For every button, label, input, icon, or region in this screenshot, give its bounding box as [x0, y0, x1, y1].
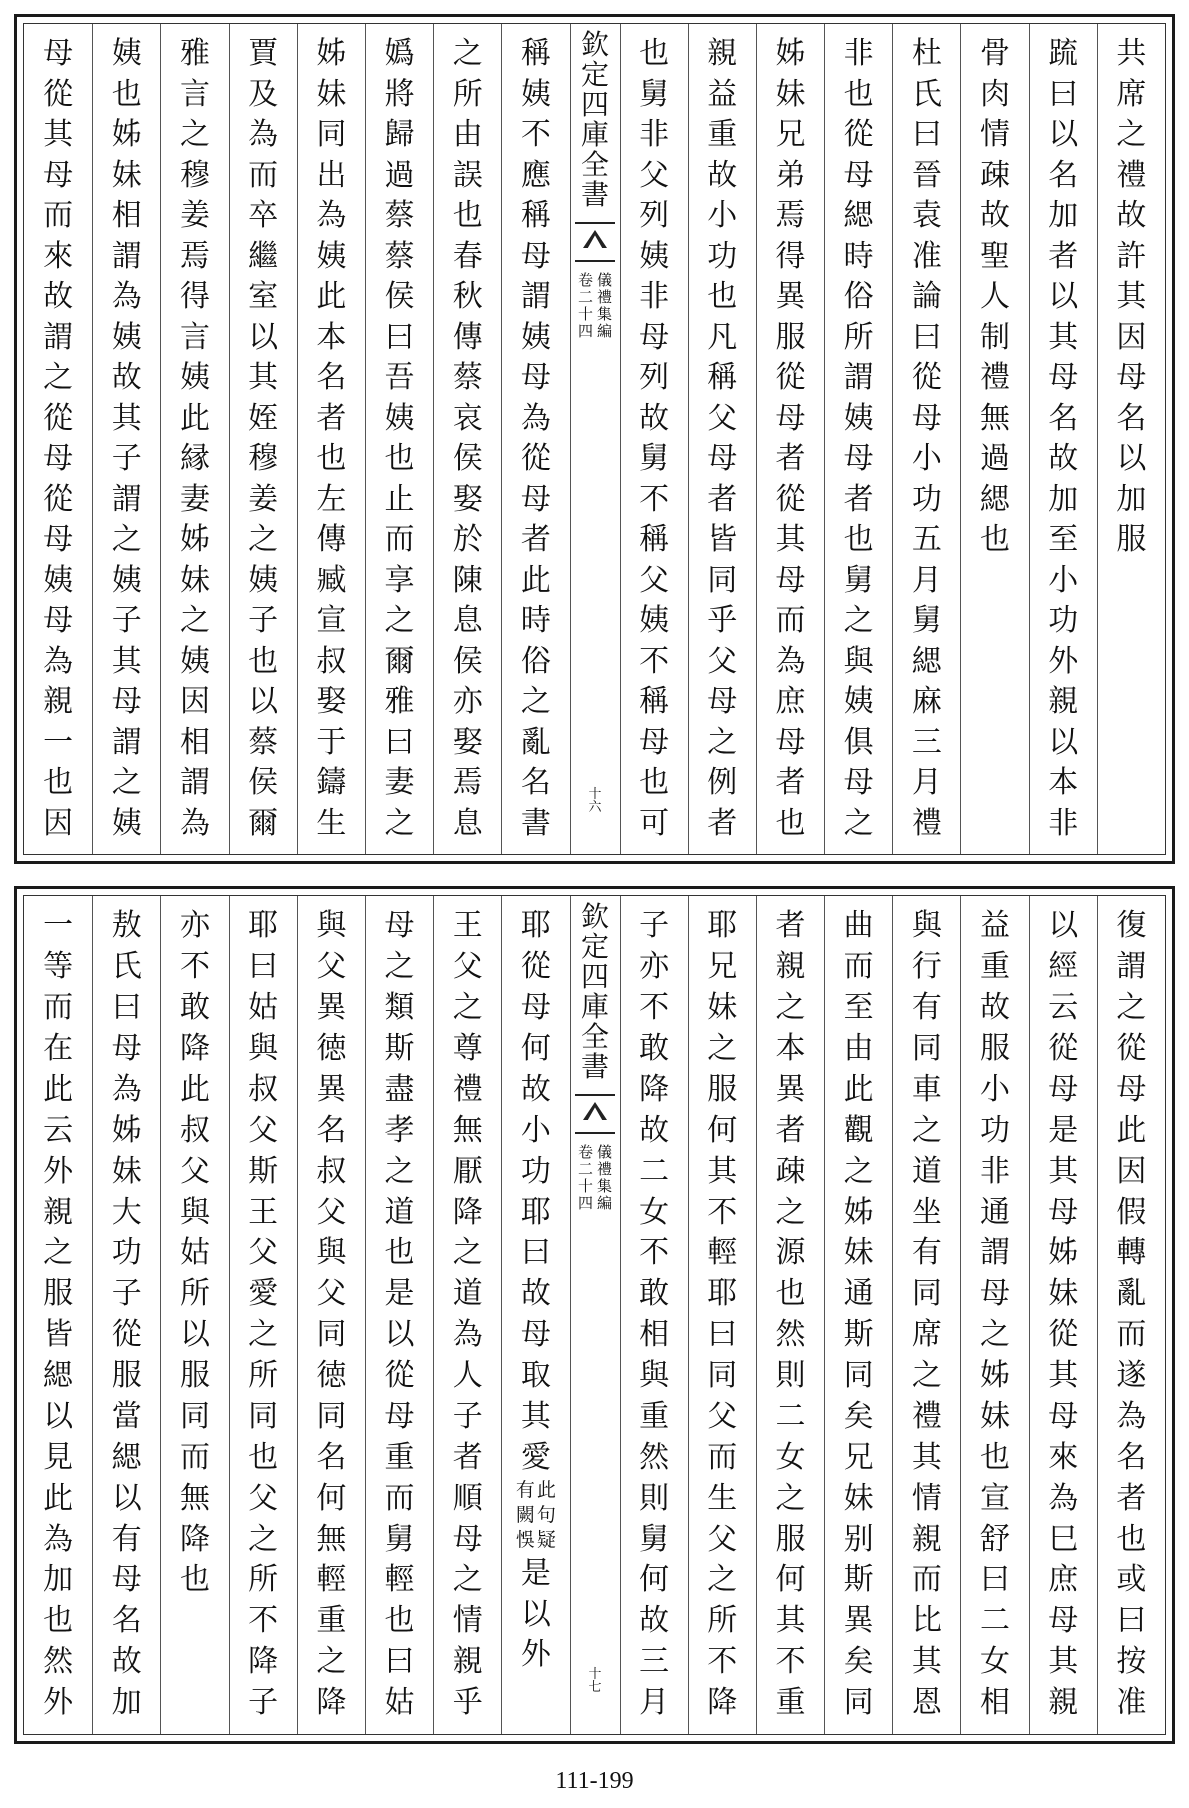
- book-title: 欽 定 四 庫 全 書: [580, 28, 609, 211]
- column-text: 姨 也 姊 妹 相 謂 為 姨 故 其 子 謂 之 姨 子 其 母 謂 之 姨: [111, 36, 142, 841]
- text-column: [892, 896, 960, 1734]
- folio-number: 十 七: [588, 1667, 602, 1695]
- text-column: [501, 24, 569, 854]
- text-column: [433, 896, 501, 1734]
- text-column: [688, 896, 756, 1734]
- column-text: 母 從 其 母 而 來 故 謂 之 從 母 從 母 姨 母 為 親 一 也 因: [43, 36, 74, 841]
- text-column: [92, 24, 160, 854]
- column-text: 一 等 而 在 此 云 外 親 之 服 皆 緦 以 見 此 為 加 也 然 外: [43, 908, 74, 1721]
- column-text: 與 行 有 同 車 之 道 坐 有 同 席 之 禮 其 情 親 而 比 其 恩: [911, 908, 942, 1721]
- text-column: [365, 896, 433, 1734]
- page-number: 111-199: [555, 1768, 634, 1794]
- bottom-page-panel: [14, 886, 1175, 1744]
- column-text: 嬀 將 歸 過 蔡 蔡 侯 曰 吾 姨 也 止 而 享 之 爾 雅 曰 妻 之: [384, 36, 415, 841]
- top-page-panel: [14, 14, 1175, 864]
- text-column: [24, 24, 92, 854]
- fish-tail-ornament-icon: [575, 1094, 615, 1134]
- column-text: 䟽 曰 以 名 加 者 以 其 母 名 故 加 至 小 功 外 親 以 本 非: [1048, 36, 1079, 841]
- text-column: [756, 24, 824, 854]
- folio-number: 十 六: [588, 787, 602, 815]
- book-title-column: [570, 896, 620, 1734]
- text-column: [1097, 896, 1165, 1734]
- text-column: [229, 24, 297, 854]
- column-text: 與 父 異 徳 異 名 叔 父 與 父 同 徳 同 名 何 無 輕 重 之 降: [316, 908, 347, 1721]
- text-column: [160, 24, 228, 854]
- text-column: [229, 896, 297, 1734]
- column-text: 耶 從 母 何 故 小 功 耶 曰 故 母 取 其 愛: [520, 908, 551, 1475]
- column-text: 復 謂 之 從 母 此 因 假 轉 亂 而 遂 為 名 者 也 或 曰 按 准: [1116, 908, 1147, 1721]
- column-text: 亦 不 敢 降 此 叔 父 與 姑 所 以 服 同 而 無 降 也: [179, 908, 210, 1598]
- column-text: 母 之 類 斯 盡 孝 之 道 也 是 以 從 母 重 而 舅 輕 也 曰 姑: [384, 908, 415, 1721]
- text-column: [160, 896, 228, 1734]
- text-column: [1029, 24, 1097, 854]
- column-text: 是 以 外: [520, 1555, 551, 1673]
- volume-label: 儀 禮 集 編 卷 二 十 四: [577, 271, 613, 340]
- text-column: [365, 24, 433, 854]
- column-text: 王 父 之 尊 禮 無 厭 降 之 道 為 人 子 者 順 母 之 情 親 乎: [452, 908, 483, 1721]
- column-text: 姊 妹 同 出 為 姨 此 本 名 者 也 左 傳 臧 宣 叔 娶 于 鑄 生: [316, 36, 347, 841]
- column-text: 非 也 從 母 緦 時 俗 所 謂 姨 母 者 也 舅 之 與 姨 俱 母 之: [843, 36, 874, 841]
- column-text: 曲 而 至 由 此 觀 之 姊 妹 通 斯 同 矣 兄 妹 别 斯 異 矣 同: [843, 908, 874, 1721]
- text-column-with-note: [501, 896, 569, 1734]
- interlinear-note: 此 句 疑 有 闕 悞: [515, 1479, 556, 1552]
- book-title: 欽 定 四 庫 全 書: [580, 900, 609, 1083]
- column-text: 親 益 重 故 小 功 也 凡 稱 父 母 者 皆 同 乎 父 母 之 例 者: [707, 36, 738, 841]
- column-text: 也 舅 非 父 列 姨 非 母 列 故 舅 不 稱 父 姨 不 稱 母 也 可: [639, 36, 670, 841]
- text-column: [1097, 24, 1165, 854]
- text-column: [620, 24, 688, 854]
- column-text: 耶 曰 姑 與 叔 父 斯 王 父 愛 之 所 同 也 父 之 所 不 降 子: [248, 908, 279, 1721]
- text-column: [297, 896, 365, 1734]
- column-text: 雅 言 之 穆 姜 焉 得 言 姨 此 縁 妻 姊 妹 之 姨 因 相 謂 為: [179, 36, 210, 841]
- column-text: 姊 妹 兄 弟 焉 得 異 服 從 母 者 從 其 母 而 為 庶 母 者 也: [775, 36, 806, 841]
- column-text: 敖 氏 曰 母 為 姊 妹 大 功 子 從 服 當 緦 以 有 母 名 故 加: [111, 908, 142, 1721]
- text-column: [1029, 896, 1097, 1734]
- column-text: 共 席 之 禮 故 許 其 因 母 名 以 加 服: [1116, 36, 1147, 558]
- column-text: 者 親 之 本 異 者 疎 之 源 也 然 則 二 女 之 服 何 其 不 重: [775, 908, 806, 1721]
- text-column: [24, 896, 92, 1734]
- text-column: [756, 896, 824, 1734]
- text-column: [620, 896, 688, 1734]
- column-text: 稱 姨 不 應 稱 母 謂 姨 母 為 從 母 者 此 時 俗 之 亂 名 書: [520, 36, 551, 841]
- text-column: [892, 24, 960, 854]
- top-text-area: [23, 23, 1166, 855]
- column-text: 骨 肉 情 疎 故 聖 人 制 禮 無 過 緦 也: [980, 36, 1011, 558]
- book-title-column: [570, 24, 620, 854]
- text-column: [960, 24, 1028, 854]
- column-text: 賈 及 為 而 卒 繼 室 以 其 姪 穆 姜 之 姨 子 也 以 蔡 侯 爾: [248, 36, 279, 841]
- text-column: [433, 24, 501, 854]
- text-column: [92, 896, 160, 1734]
- column-text: 耶 兄 妹 之 服 何 其 不 輕 耶 曰 同 父 而 生 父 之 所 不 降: [707, 908, 738, 1721]
- text-column: [297, 24, 365, 854]
- text-column: [688, 24, 756, 854]
- text-column: [824, 896, 892, 1734]
- volume-label: 儀 禮 集 編 卷 二 十 四: [577, 1143, 613, 1212]
- fish-tail-ornament-icon: [575, 222, 615, 262]
- bottom-text-area: [23, 895, 1166, 1735]
- column-text: 以 經 云 從 母 是 其 母 姊 妹 從 其 母 來 為 巳 庶 母 其 親: [1048, 908, 1079, 1721]
- column-text: 杜 氏 曰 晉 袁 准 論 曰 從 母 小 功 五 月 舅 緦 麻 三 月 禮: [911, 36, 942, 841]
- text-column: [824, 24, 892, 854]
- column-text: 子 亦 不 敢 降 故 二 女 不 敢 相 與 重 然 則 舅 何 故 三 月: [639, 908, 670, 1721]
- text-column: [960, 896, 1028, 1734]
- column-text: 之 所 由 誤 也 春 秋 傳 蔡 哀 侯 娶 於 陳 息 侯 亦 娶 焉 息: [452, 36, 483, 841]
- column-text: 益 重 故 服 小 功 非 通 謂 母 之 姊 妹 也 宣 舒 曰 二 女 相: [980, 908, 1011, 1721]
